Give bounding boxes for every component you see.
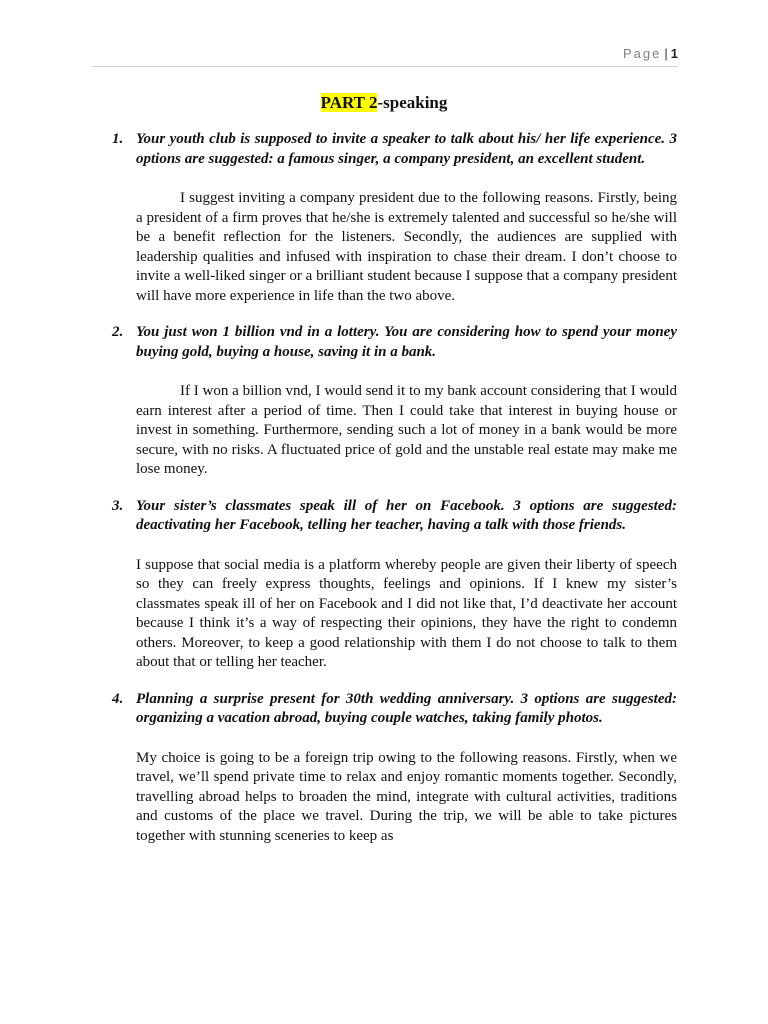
- page-number: 1: [670, 46, 678, 61]
- page-header: [92, 46, 678, 67]
- document-body: [112, 130, 677, 846]
- question-number-4: 4.: [112, 690, 124, 707]
- question-number-3: 3.: [112, 497, 124, 514]
- page-label: Page: [623, 46, 662, 61]
- question-2: [112, 323, 677, 362]
- title-highlight: PART 2: [320, 93, 378, 112]
- question-text-3: Your sister’s classmates speak ill of her on Facebook. 3 options are suggested: deactivating her Facebook, telling her teacher, having a talk with those friends.: [136, 497, 677, 533]
- answer-4: My choice is going to be a foreign trip owing to the following reasons. Firstly, when we travel, we’ll spend private time to relax and enjoy romantic moments together. Secondly, travelling abroad helps to broaden the mind, integrate with cultural activities, traditions and customs of the place we travel. During the trip, we will be able to take pictures together with stunning sceneries to keep as: [136, 749, 677, 844]
- answer-2: If I won a billion vnd, I would send it to my bank account considering that I would earn interest after a period of time. Then I could take that interest in buying house or invest in something. Furthermore, sending such a lot of money in a bank would be more secure, with no risks. A fluctuated price of gold and the unstable real estate may make me lose money.: [136, 383, 677, 477]
- question-text-2: You just won 1 billion vnd in a lottery. You are considering how to spend your money buying gold, buying a house, saving it in a bank.: [136, 324, 677, 360]
- page-separator: |: [664, 46, 668, 61]
- question-text-4: Planning a surprise present for 30th wedding anniversary. 3 options are suggested: organizing a vacation abroad, buying couple watches, taking family photos.: [136, 690, 677, 726]
- question-1: [112, 130, 677, 169]
- answer-1: I suggest inviting a company president due to the following reasons. Firstly, being a president of a firm proves that he/she is extremely talented and successful so he/she will be a benefit reflection for the listeners. Secondly, the audiences are supplied with leadership qualities and infused with inspiration to chase their dream. I don’t choose to invite a well-liked singer or a brilliant student because I suppose that a company president will have more experience in life than the two above.: [136, 190, 677, 304]
- question-number-2: 2.: [112, 324, 124, 340]
- answer-3: I suppose that social media is a platform whereby people are given their liberty of speech so they can freely express thoughts, feelings and opinions. If I knew my sister’s classmates speak ill of her on Facebook and I did not like that, I’d deactivate her account because I think it’s a way of respecting their opinions, they have the right to condemn others. Moreover, to keep a good relationship with them I do not choose to talk to them about that or telling her teacher.: [136, 556, 677, 670]
- question-text-1: Your youth club is supposed to invite a speaker to talk about his/ her life experience. 3 options are suggested: a famous singer, a company president, an excellent student.: [136, 131, 677, 167]
- document-title: [0, 93, 768, 113]
- title-rest: -speaking: [377, 93, 448, 112]
- question-3: [112, 497, 677, 536]
- question-4: [112, 690, 677, 729]
- question-number-1: 1.: [112, 131, 124, 147]
